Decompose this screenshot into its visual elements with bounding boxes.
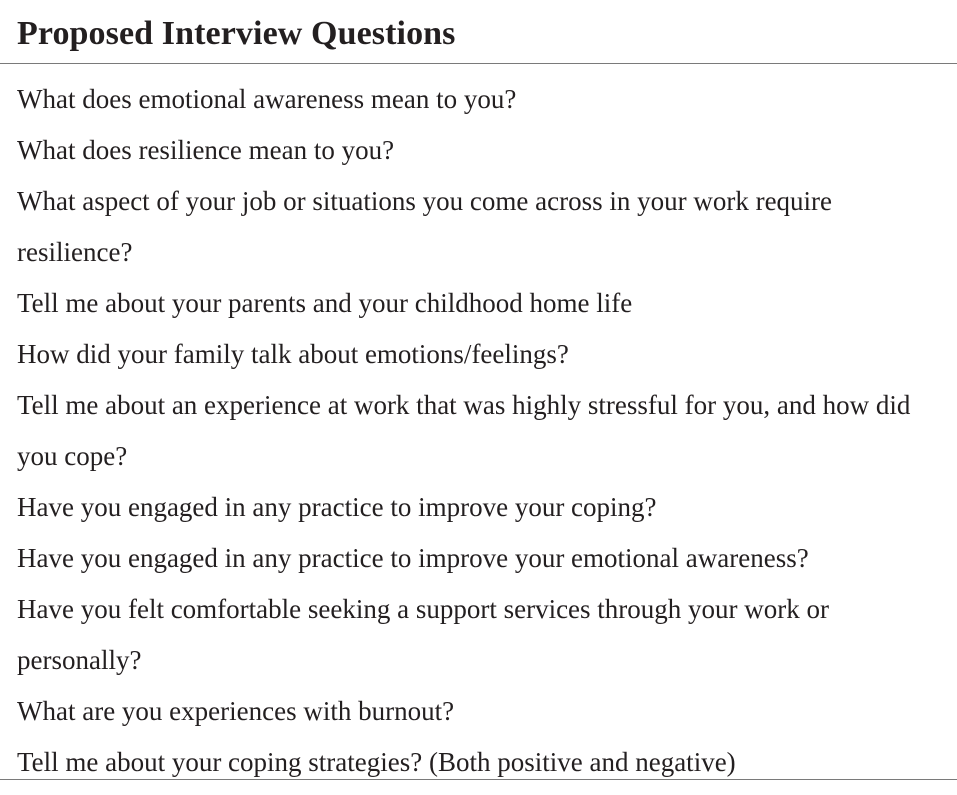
question-row-10: What are you experiences with burnout? <box>17 696 455 726</box>
question-row-5: How did your family talk about emotions/feelings? <box>17 339 569 369</box>
bottom-rule <box>0 779 957 780</box>
question-row-7: Have you engaged in any practice to improve your coping? <box>17 492 657 522</box>
question-row-4: Tell me about your parents and your childhood home life <box>17 288 633 318</box>
table-header <box>0 0 957 64</box>
question-row-2: What does resilience mean to you? <box>17 135 395 165</box>
question-row-8: Have you engaged in any practice to improve your emotional awareness? <box>17 543 809 573</box>
question-row-1: What does emotional awareness mean to you? <box>17 84 517 114</box>
question-row-11: Tell me about your coping strategies? (Both positive and negative) <box>17 747 736 777</box>
table-title: Proposed Interview Questions <box>17 15 456 52</box>
question-row-6: Tell me about an experience at work that was highly stressful for you, and how did you cope? <box>17 390 911 471</box>
question-row-3: What aspect of your job or situations you come across in your work require resilience? <box>17 186 833 267</box>
question-row-9: Have you felt comfortable seeking a support services through your work or personally? <box>17 594 830 675</box>
question-list <box>0 64 957 788</box>
